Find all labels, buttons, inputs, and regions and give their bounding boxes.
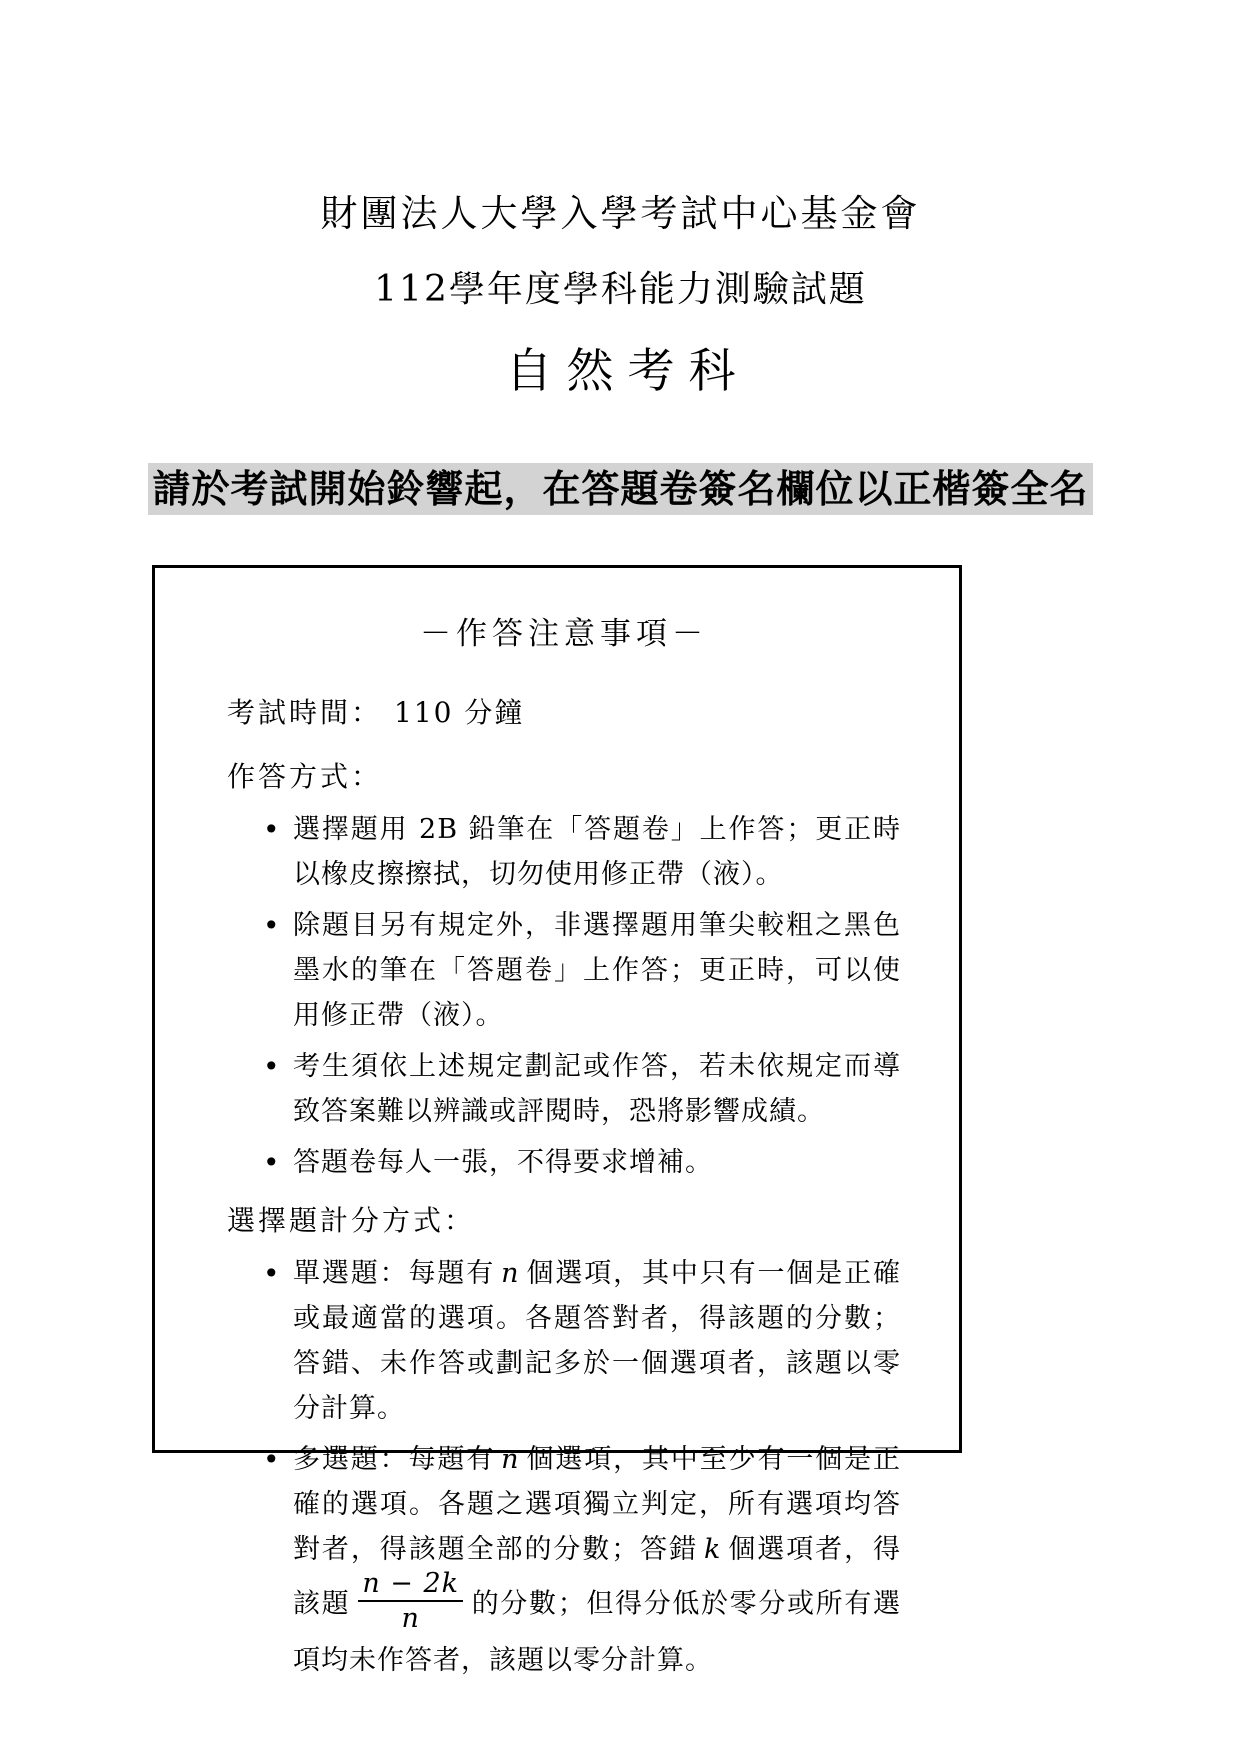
notice-box-title: －作答注意事項－ [420, 616, 708, 652]
organization-title: 財團法人大學入學考試中心基金會 [320, 192, 921, 235]
rule-text: 單選題：每題有 [293, 1258, 496, 1289]
score-fraction [358, 1568, 463, 1634]
rule-text: 多選題：每題有 [293, 1444, 496, 1475]
answer-method-list [263, 807, 901, 1185]
single-choice-rule [263, 1251, 901, 1431]
scoring-method-label: 選擇題計分方式： [227, 1204, 476, 1237]
list-item: • 答題卷每人一張，不得要求增補。 [263, 1140, 901, 1185]
exam-year-title: 112學年度學科能力測驗試題 [374, 269, 867, 310]
exam-time-label: 考試時間： [227, 696, 383, 729]
signature-notice-banner: 請於考試開始鈴響起，在答題卷簽名欄位以正楷簽全名 [148, 463, 1093, 515]
rule-text: 個選項者，得該題 [293, 1534, 902, 1620]
subject-title: 自然考科 [505, 344, 750, 399]
rule-text: 個選項，其中至少有一個是正確的選項。各題之選項獨立判定，所有選項均答對者，得該題全部的分數；答錯 [293, 1444, 902, 1565]
rule-text: 的分數；但得分低於零分或所有選項均未作答者，該題以零分計算。 [293, 1588, 902, 1677]
list-item: • 選擇題用 2B 鉛筆在「答題卷」上作答；更正時以橡皮擦擦拭，切勿使用修正帶（液）。 [263, 807, 901, 897]
rule-text: 個選項，其中只有一個是正確或最適當的選項。各題答對者，得該題的分數；答錯、未作答或劃記多於一個選項者，該題以零分計算。 [293, 1258, 902, 1424]
answer-method-label: 作答方式： [227, 760, 383, 793]
fraction-denominator: n [401, 1603, 420, 1635]
multi-choice-rule [263, 1437, 901, 1683]
list-item: • 考生須依上述規定劃記或作答，若未依規定而導致答案難以辨識或評閱時，恐將影響成績。 [263, 1044, 901, 1134]
title-block [0, 0, 1241, 401]
variable-n: n [501, 1444, 520, 1475]
list-item: • 除題目另有規定外，非選擇題用筆尖較粗之黑色墨水的筆在「答題卷」上作答；更正時，可以使用修正帶（液）。 [263, 903, 901, 1038]
scoring-method-list [263, 1251, 901, 1683]
exam-time-line [227, 691, 901, 731]
fraction-numerator: n − 2k [358, 1568, 463, 1602]
answer-notice-box [152, 565, 962, 1677]
exam-time-value: 110 分鐘 [394, 696, 525, 729]
variable-n: n [501, 1258, 520, 1289]
variable-k: k [704, 1534, 722, 1565]
